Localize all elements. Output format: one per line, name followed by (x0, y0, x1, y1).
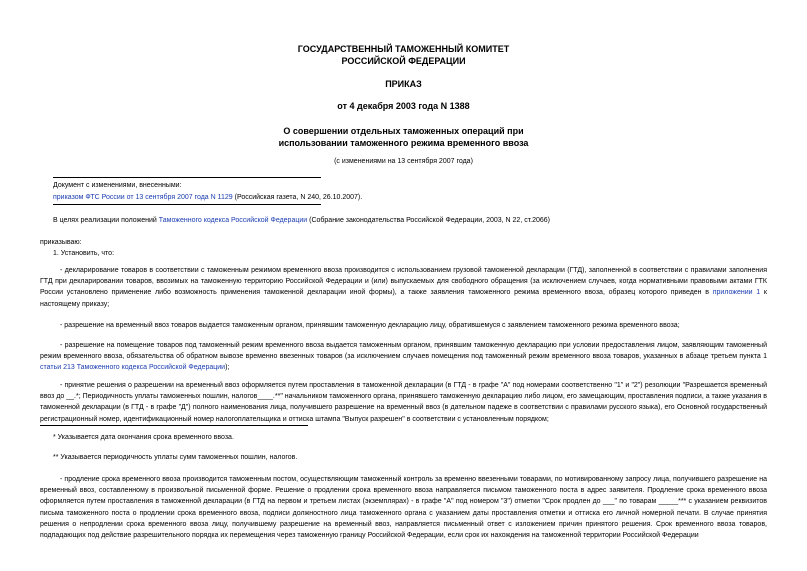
divider-top (53, 177, 321, 178)
org-name-line2: РОССИЙСКОЙ ФЕДЕРАЦИИ (341, 56, 466, 66)
footnote-1: * Указывается дата окончания срока временного ввоза. (53, 434, 234, 441)
doc-title-line1: О совершении отдельных таможенных операций при (283, 126, 524, 136)
item-1: 1. Установить, что: (53, 250, 115, 257)
paragraph-decision: - принятие решения о разрешении на временный ввоз оформляется путем проставления в таможенной декларации (в ГТД - в графе "А" под номерами соответственно "1" и "2") резолюции "Разрешается временный ввоз до __.*; Периодичность уплаты таможенных пошлин, налогов____.**" начальником таможенного органа, принявшего таможенную декларацию либо лицом, его замещающим, проставления подписи, а также указания в таможенной декларации (в ГТД - в графе "Д") полного наименования лица, получившего разрешение на временный ввоз (в дательном падеже в соответствии с правилами русского языка), его Основной государственный регистрационный номер, идентификационный номер налогоплательщика и оттиска штампа "Выпуск разрешен" в соответствии с установленным порядком; (40, 382, 768, 423)
paragraph-extension: - продление срока временного ввоза производится таможенным постом, осуществляющим таможенный контроль за временно ввезенными товарами, по мотивированному запросу лица, получившего разрешение на временный ввоз, составленному в произвольной письменной форме. Решение о продлении срока временного ввоза направляется письмом таможенного поста в адрес заявителя. Продление срока временного ввоза оформляется путем проставления в таможенной декларации (в ГТД на первом и третьем листах (экземплярах) - в графе "А" под номером "3") отметки "Срок продлен до ___" по товарам _____*** с указанием реквизитов письма таможенного поста о продлении срока временного ввоза, подписи должностного лица таможенного органа с указанием даты проставления отметки и оттиска его личной номерной печати. В случае принятия решения о непродлении срока временного ввоза лицу, получившему разрешение на временный ввоз, направляется письменный ответ с изложением причин принятого решения. Срок временного ввоза товаров, подпадающих под действие разрешительного порядка их перемещения через таможенную границу Российской Федерации, если срок их нахождения на таможенной территории Российской Федерации (40, 476, 767, 540)
changes-line (53, 192, 753, 203)
doc-type: ПРИКАЗ (385, 79, 422, 89)
paragraph-declaration-text: - декларирование товаров в соответствии с таможенным режимом временного ввоза производится с использованием грузовой таможенной декларации (ГТД), заполненной в соответствии с правилами заполнения ГТД при декларировании товаров, ввозимых на таможенную территорию Российской Федерации и (или) выпускаемых для свободного обращения (за исключением случаев, когда нормативными правовыми актами ГТК России установлено применение либо возможность применения таможенной декларации иной формы), а также заявления таможенного режима временного ввоза, образец которого приведен в (40, 267, 767, 297)
paragraph-placement-text: - разрешение на помещение товаров под таможенный режим временного ввоза выдается таможенным органом, принявшим таможенную декларацию при условии предоставления лицом, заявляющим таможенный режим временного ввоза, обязательства об обратном вывозе временно ввезенных товаров (за исключением случаев помещения под таможенный режим временного ввоза товаров, указанных в абзаце третьем пункта 1 (40, 342, 767, 361)
changes-label: Документ с изменениями, внесенными: (53, 182, 182, 189)
preamble-prefix: В целях реализации положений (53, 217, 159, 224)
paragraph-placement (40, 340, 767, 374)
article-213-link[interactable]: статьи 213 Таможенного кодекса Российской Федерации (40, 364, 226, 372)
doc-title-line2: использовании таможенного режима временного ввоза (278, 138, 529, 148)
tax-code-link[interactable]: Таможенного кодекса Российской Федерации (158, 217, 308, 224)
footnote-2: ** Указывается периодичность уплаты сумм таможенных пошлин, налогов. (53, 454, 298, 461)
paragraph-declaration-end: к настоящему приказу; (40, 289, 767, 308)
order-word: приказываю: (40, 239, 82, 246)
paragraph-declaration (40, 265, 767, 310)
paragraph-placement-end: ); (225, 364, 230, 372)
revision-note: (с изменениями на 13 сентября 2007 года) (334, 158, 473, 165)
divider-bottom (53, 204, 321, 205)
appendix-1-link[interactable]: приложении 1 (712, 289, 761, 297)
preamble-suffix: (Собрание законодательства Российской Федерации, 2003, N 22, ст.2066) (307, 217, 550, 224)
preamble (53, 215, 763, 226)
changes-source: (Российская газета, N 240, 26.10.2007). (232, 194, 363, 201)
paragraph-permission: - разрешение на временный ввоз товаров выдается таможенным органом, принявшим таможенную декларацию лицу, обратившемуся с заявлением таможенного режима временного ввоза; (60, 322, 680, 329)
doc-date: от 4 декабря 2003 года N 1388 (337, 101, 470, 111)
org-name-line1: ГОСУДАРСТВЕННЫЙ ТАМОЖЕННЫЙ КОМИТЕТ (297, 44, 510, 54)
footnote-divider (40, 425, 308, 426)
changes-link[interactable]: приказом ФТС России от 13 сентября 2007 года N 1129 (53, 194, 233, 201)
